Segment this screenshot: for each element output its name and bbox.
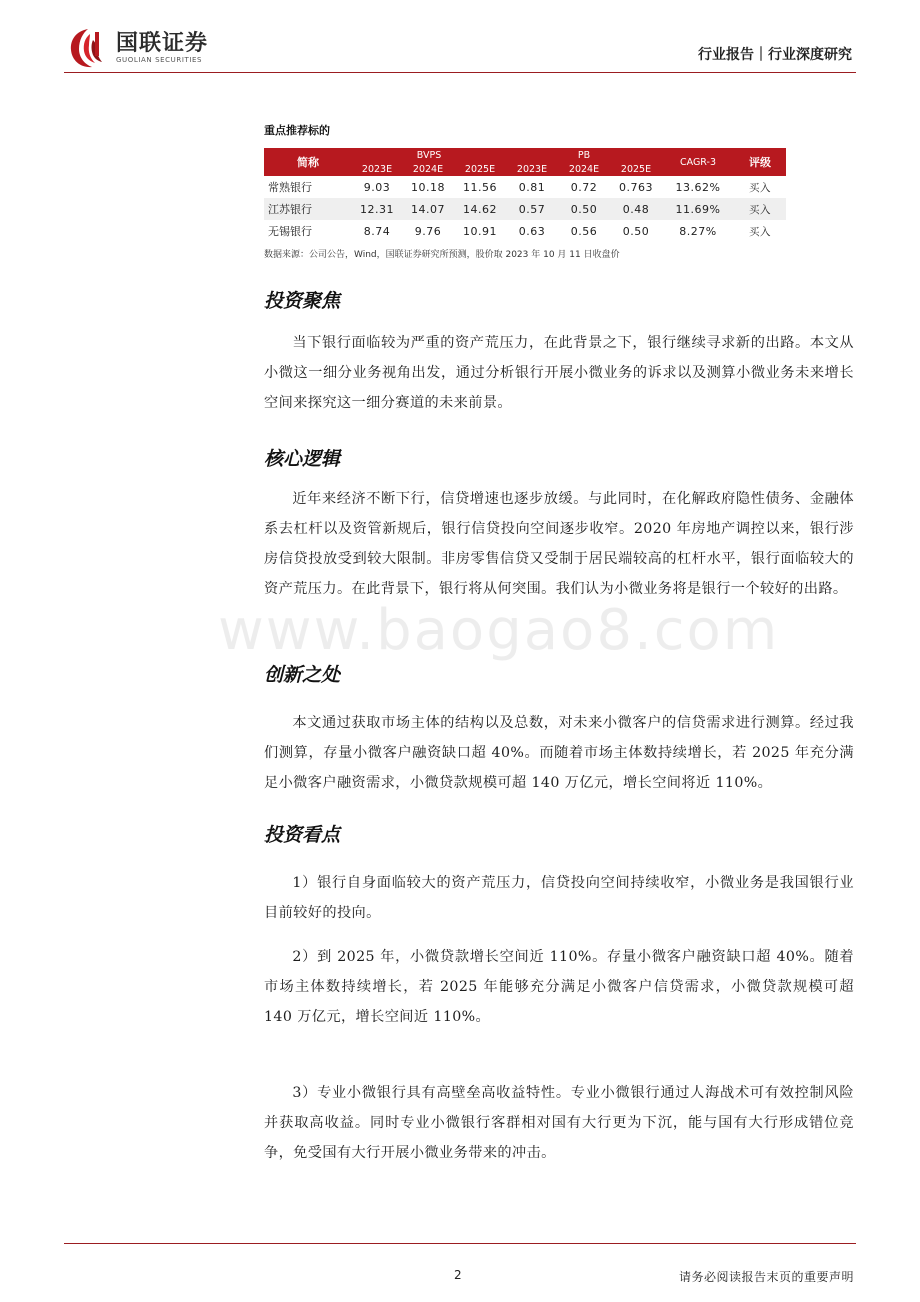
pb-cell: 0.72 [570, 180, 598, 194]
bvps-cell: 9.03 [363, 180, 391, 194]
header-cagr: CAGR-3 [662, 148, 734, 176]
rating-cell: 买入 [749, 225, 771, 238]
section-title-logic: 核心逻辑 [264, 448, 341, 470]
guolian-logo-icon [68, 26, 108, 70]
logic-paragraph: 近年来经济不断下行，信贷增速也逐步放缓。与此同时，在化解政府隐性债务、金融体系去杠杆以及资管新规后，银行信贷投向空间逐步收窄。2020 年房地产调控以来，银行涉房信贷投放受到较大限制。非房零售信贷又受制于居民端较高的杠杆水平，银行面临较大的资产荒压力。在此背景下，银行将从何突围。我们认为小微业务将是银行一个较好的出路。 [264, 491, 854, 597]
point-paragraph: 2）到 2025 年，小微贷款增长空间近 110%。存量小微客户融资缺口超 40%。随着市场主体数持续增长，若 2025 年能够充分满足小微客户信贷需求，小微贷款规模可超 140 万亿元，增长空间近 110%。 [264, 949, 854, 1025]
bvps-cell: 10.91 [463, 224, 497, 238]
header-year: 2024E [558, 162, 610, 176]
guolian-logo [68, 26, 208, 70]
pb-cell: 0.50 [622, 224, 650, 238]
table-row [264, 176, 786, 198]
section-title-points: 投资看点 [264, 824, 341, 846]
bvps-cell: 9.76 [414, 224, 442, 238]
stock-name: 江苏银行 [264, 198, 352, 220]
page-number: 2 [454, 1268, 462, 1282]
header-divider [64, 72, 856, 73]
bvps-cell: 11.56 [463, 180, 497, 194]
stock-name: 无锡银行 [268, 225, 312, 238]
pb-cell: 0.50 [558, 198, 610, 220]
logo-cn-text: 国联证券 [116, 30, 209, 56]
header-year: 2025E [610, 162, 662, 176]
header-name: 简称 [264, 148, 352, 176]
bvps-cell: 12.31 [352, 198, 402, 220]
point-paragraph: 3）专业小微银行具有高壁垒高收益特性。专业小微银行通过人海战术可有效控制风险并获取高收益。同时专业小微银行客群相对国有大行更为下沉，能与国有大行形成错位竞争，免受国有大行开展小微业务带来的冲击。 [264, 1085, 854, 1161]
stock-name: 常熟银行 [268, 181, 312, 194]
pb-cell: 0.81 [518, 180, 546, 194]
focus-paragraph: 当下银行面临较为严重的资产荒压力，在此背景之下，银行继续寻求新的出路。本文从小微这一细分业务视角出发，通过分析银行开展小微业务的诉求以及测算小微业务未来增长空间来探究这一细分赛道的未来前景。 [264, 335, 854, 411]
pb-cell: 0.48 [610, 198, 662, 220]
table-row [264, 220, 786, 242]
footer-divider [64, 1243, 856, 1244]
cagr-cell: 13.62% [675, 180, 721, 194]
page-header [0, 0, 920, 80]
cagr-cell: 8.27% [679, 224, 717, 238]
header-year: 2023E [506, 162, 558, 176]
header-year: 2025E [454, 162, 506, 176]
pb-cell: 0.57 [506, 198, 558, 220]
watermark: www.baogao8.com [218, 598, 780, 663]
table-row [264, 198, 786, 220]
header-year: 2024E [402, 162, 454, 176]
pb-cell: 0.56 [570, 224, 598, 238]
innovation-paragraph: 本文通过获取市场主体的结构以及总数，对未来小微客户的信贷需求进行测算。经过我们测算，存量小微客户融资缺口超 40%。而随着市场主体数持续增长，若 2025 年充分满足小微客户融资需求，小微贷款规模可超 140 万亿元，增长空间将近 110%。 [264, 715, 854, 791]
bvps-cell: 14.62 [454, 198, 506, 220]
bvps-cell: 8.74 [363, 224, 391, 238]
header-year: 2023E [352, 162, 402, 176]
table-source-note: 数据来源：公司公告，Wind，国联证券研究所预测，股价取 2023 年 10 月 11 日收盘价 [264, 250, 620, 260]
logo-en-text: GUOLIAN SECURITIES [116, 55, 203, 64]
rating-cell: 买入 [749, 181, 771, 194]
rating-cell: 买入 [734, 198, 786, 220]
bvps-cell: 10.18 [411, 180, 445, 194]
table-title: 重点推荐标的 [264, 124, 330, 137]
header-rating: 评级 [734, 148, 786, 176]
report-category: 行业报告｜行业深度研究 [698, 47, 852, 63]
section-title-innovation: 创新之处 [264, 664, 341, 686]
recommend-table [264, 148, 786, 242]
header-bvps: BVPS [352, 148, 506, 162]
point-paragraph: 1）银行自身面临较大的资产荒压力，信贷投向空间持续收窄，小微业务是我国银行业目前较好的投向。 [264, 875, 854, 921]
section-title-focus: 投资聚焦 [264, 290, 341, 312]
disclaimer-note: 请务必阅读报告末页的重要声明 [678, 1270, 854, 1284]
bvps-cell: 14.07 [402, 198, 454, 220]
header-pb: PB [506, 148, 662, 162]
cagr-cell: 11.69% [662, 198, 734, 220]
pb-cell: 0.763 [619, 180, 653, 194]
pb-cell: 0.63 [518, 224, 546, 238]
